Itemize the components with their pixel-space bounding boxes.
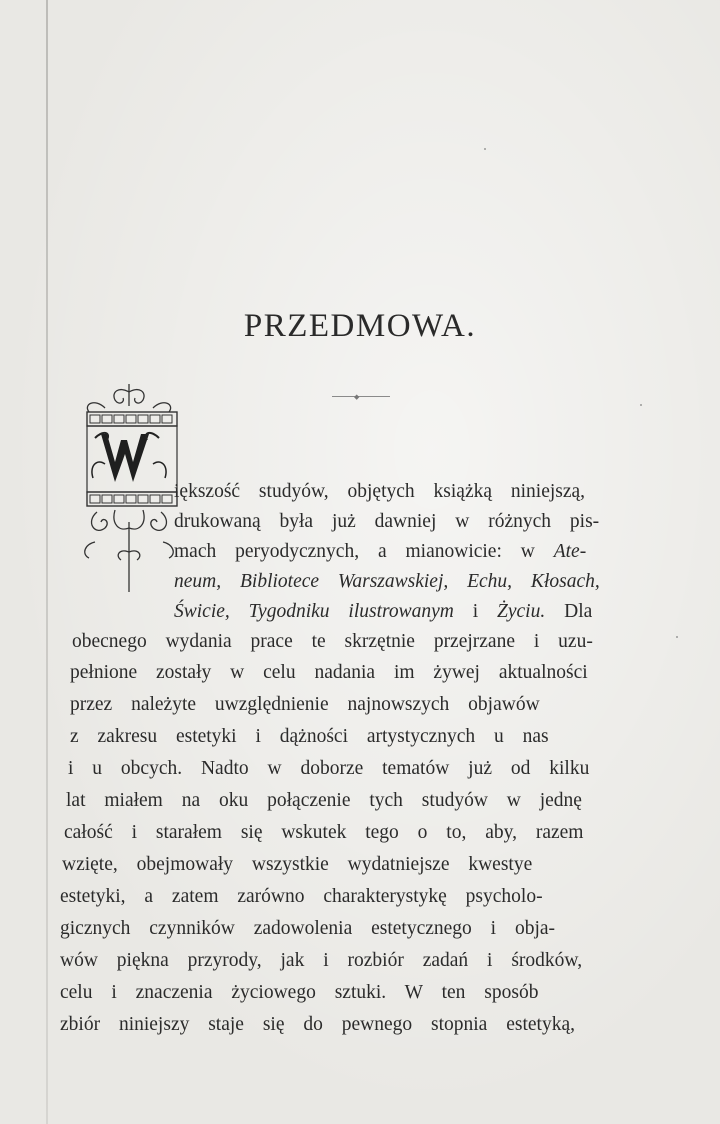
- text-line-17: celu i znaczenia życiowego sztuki. W ten sposób: [60, 982, 539, 1003]
- paper-speck: [640, 404, 642, 406]
- text-line-4: neum, Bibliotece Warszawskiej, Echu, Kłosach,: [174, 571, 600, 592]
- paper-speck: [484, 148, 486, 150]
- text-line-14: estetyki, a zatem zarówno charakterystykę psycholo-: [60, 886, 543, 907]
- page-edge-shadow: [46, 0, 48, 1124]
- text-line-11: lat miałem na oku połączenie tych studyów w jednę: [66, 790, 582, 811]
- text-line-1: iększość studyów, objętych książką niniejszą,: [174, 481, 586, 502]
- text-line-9: z zakresu estetyki i dążności artystycznych u nas: [70, 726, 549, 747]
- ornamental-initial-w: [75, 382, 183, 598]
- text-line-10: i u obcych. Nadto w doborze tematów już od kilku: [68, 758, 590, 779]
- text-line-12: całość i starałem się wskutek tego o to, aby, razem: [64, 822, 584, 843]
- text-line-3: mach peryodycznych, a mianowicie: w Ate-: [174, 541, 587, 562]
- paper-speck: [676, 636, 678, 638]
- title-divider-ornament: ◆: [354, 393, 360, 401]
- text-line-6: obecnego wydania prace te skrzętnie przejrzane i uzu-: [72, 631, 593, 652]
- text-line-7: pełnione zostały w celu nadania im żywej aktualności: [70, 662, 588, 683]
- text-line-8: przez należyte uwzględnienie najnowszych objawów: [70, 694, 540, 715]
- text-line-2: drukowaną była już dawniej w różnych pis-: [174, 511, 600, 532]
- chapter-title: PRZEDMOWA.: [243, 308, 477, 344]
- text-line-13: wzięte, obejmowały wszystkie wydatniejsze kwestye: [62, 854, 533, 875]
- text-line-15: gicznych czynników zadowolenia estetycznego i obja-: [60, 918, 556, 939]
- text-line-5: Świcie, Tygodniku ilustrowanym i Życiu. Dla: [174, 601, 593, 622]
- text-line-16: wów piękna przyrody, jak i rozbiór zadań i środków,: [60, 950, 583, 971]
- text-line-18: zbiór niniejszy staje się do pewnego stopnia estetyką,: [60, 1014, 575, 1035]
- title-divider: [332, 396, 390, 397]
